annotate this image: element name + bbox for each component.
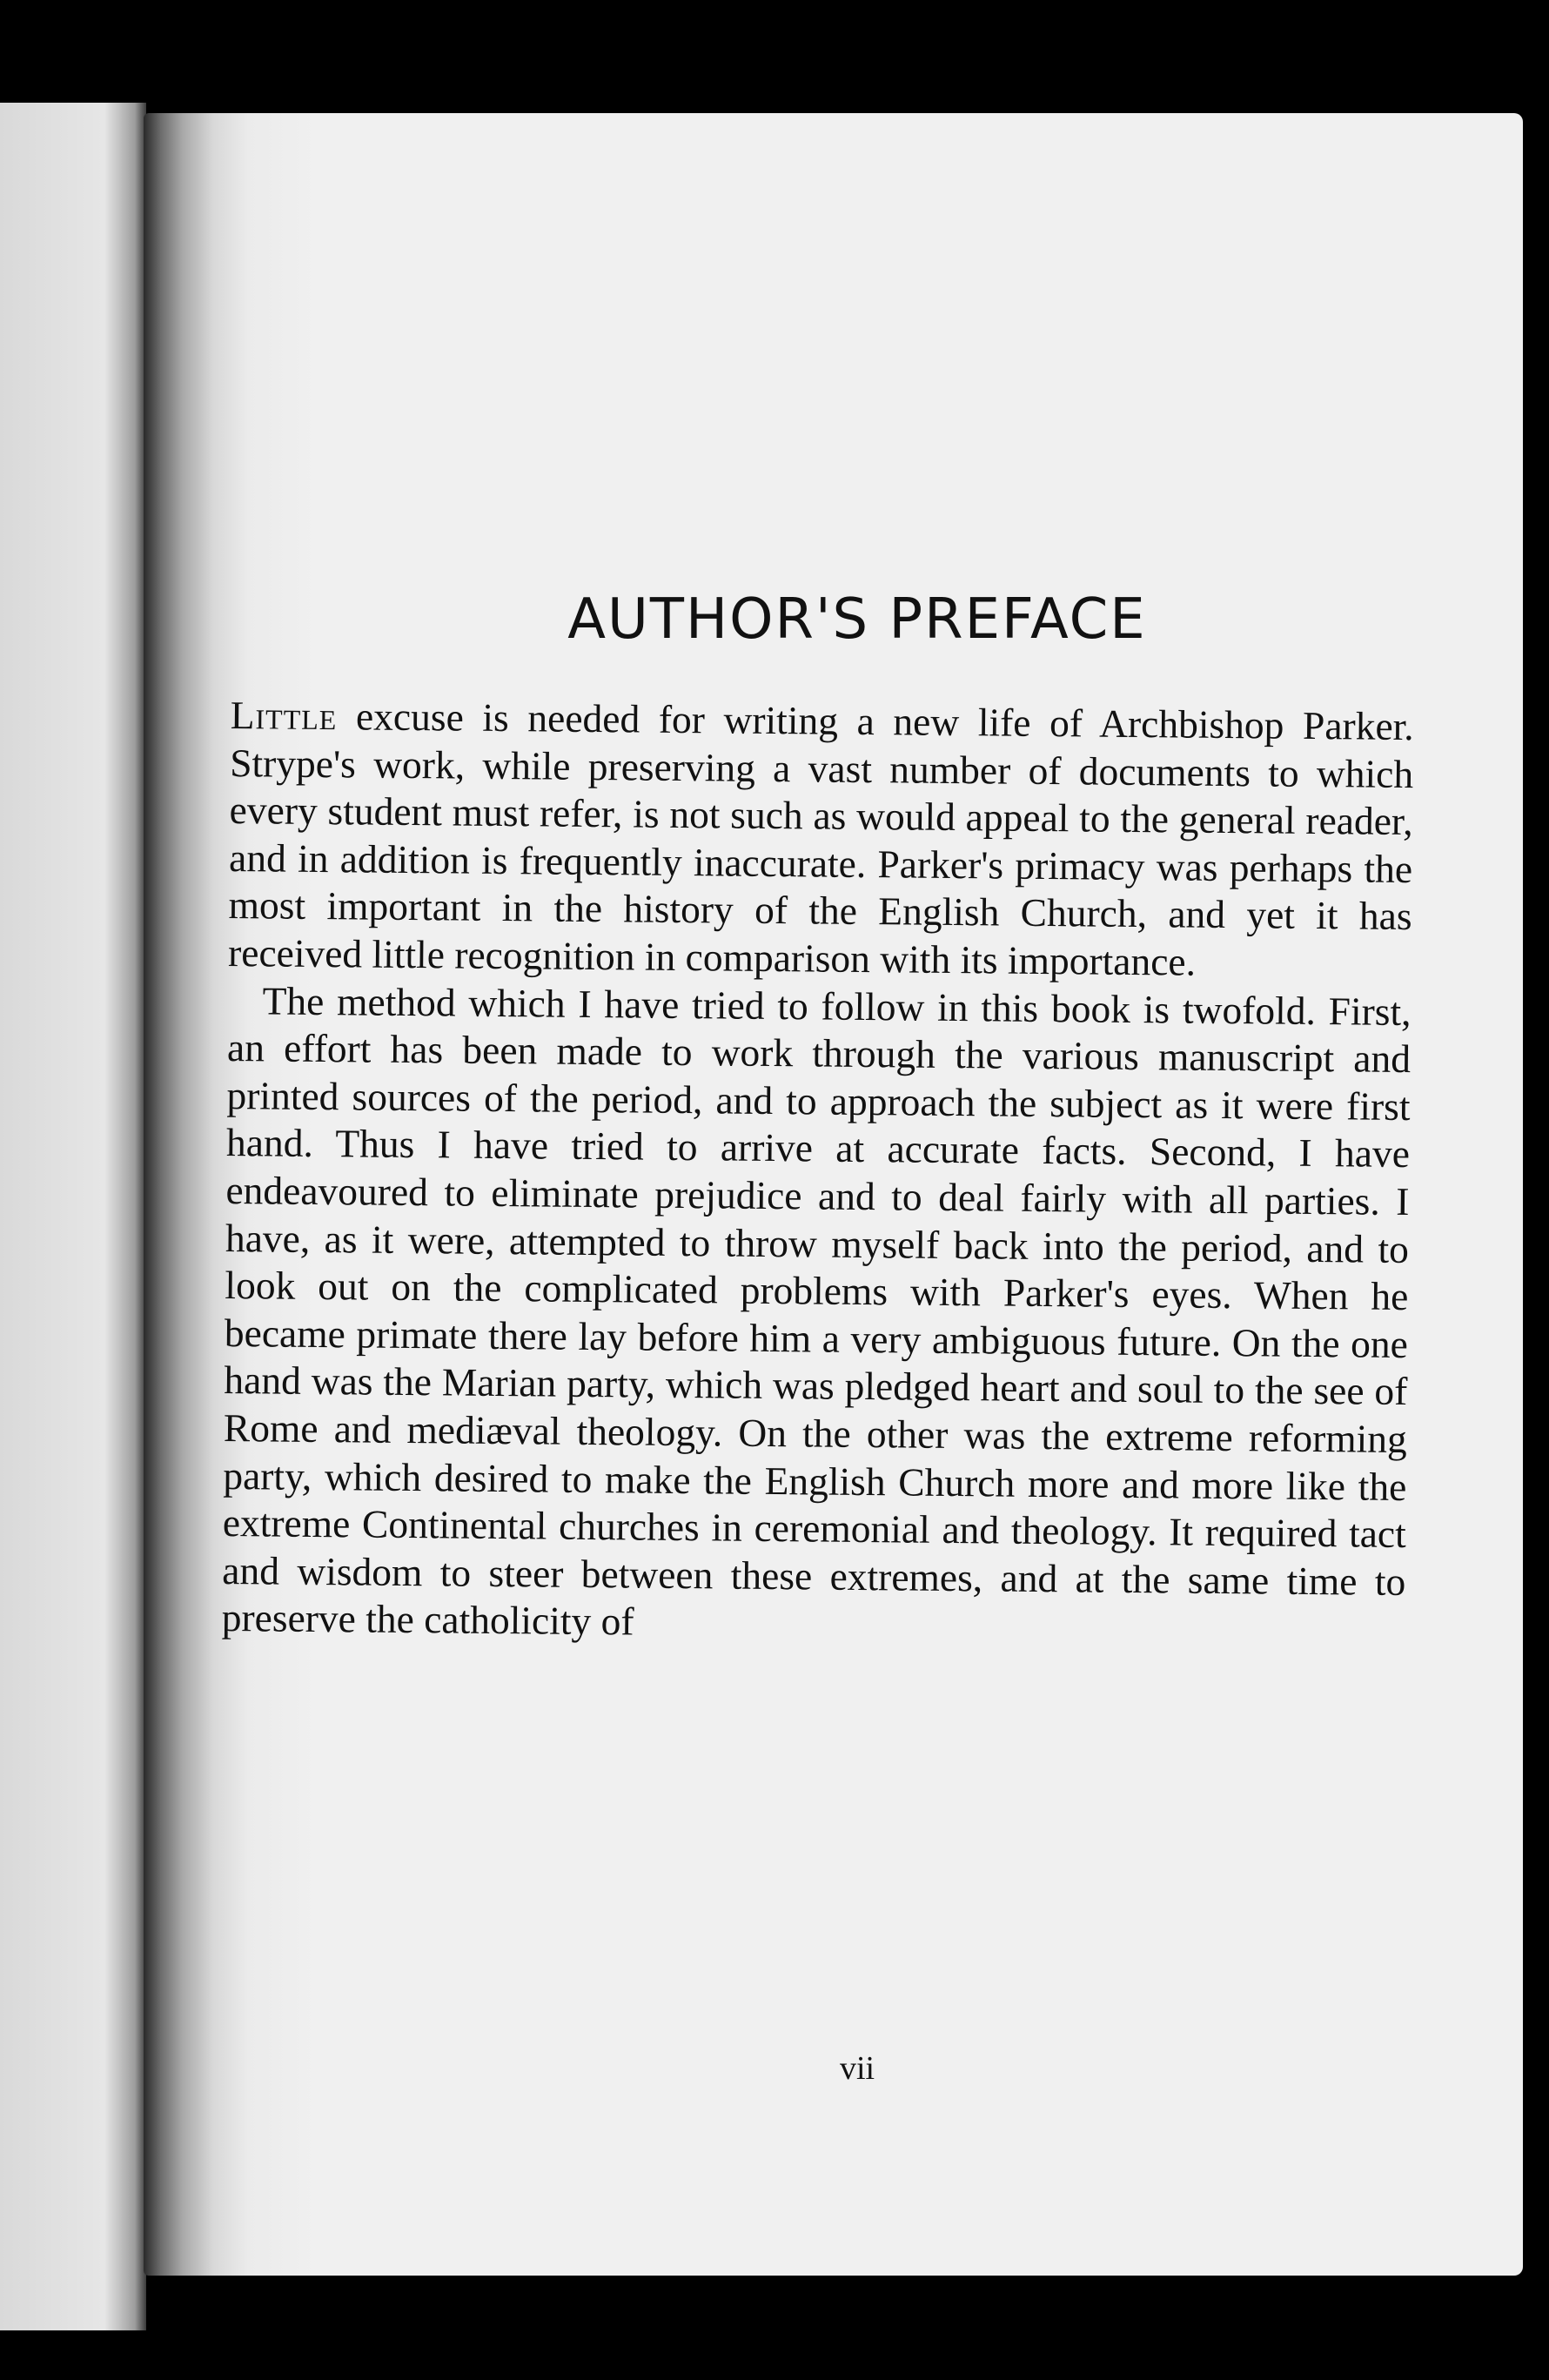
opening-word: Little [230,692,338,739]
page-number: vii [839,2050,875,2087]
paragraph-1 [228,692,1414,989]
paragraph-1-text: excuse is needed for writing a new life of Archbishop Parker. Strype's work, while preserving a vast number of documents to which every student must refer, is not such as would appeal to the general reader, and in addition is frequently inaccurate. Parker's primacy was perhaps the most important in the history of the English Church, and yet it has received little recognition in comparison with its importance. [227,694,1414,984]
page-content [205,122,1510,2263]
paragraph-2: The method which I have tried to follow in this book is twofold. First, an effort has been made to work through the various manuscript and printed sources of the period, and to approach the subject as it were first hand. Thus I have tried to arrive at accurate facts. Second, I have endeavoured to eliminate prejudice and to deal fairly with all parties. I have, as it were, attempted to throw myself back into the period, and to look out on the complicated problems with Parker's eyes. When he became primate there lay before him a very ambiguous future. On the one hand was the Marian party, which was pledged heart and soul to the see of Rome and mediæval theology. On the other was the extreme reforming party, which desired to make the English Church more and more like the extreme Continental churches in ceremonial and theology. It required tact and wisdom to steer between these extremes, and at the same time to preserve the catholicity of [221,977,1412,1644]
page-title: AUTHOR'S PREFACE [567,587,1147,652]
facing-page-edge [0,103,146,2330]
preface-body [222,692,1414,1653]
